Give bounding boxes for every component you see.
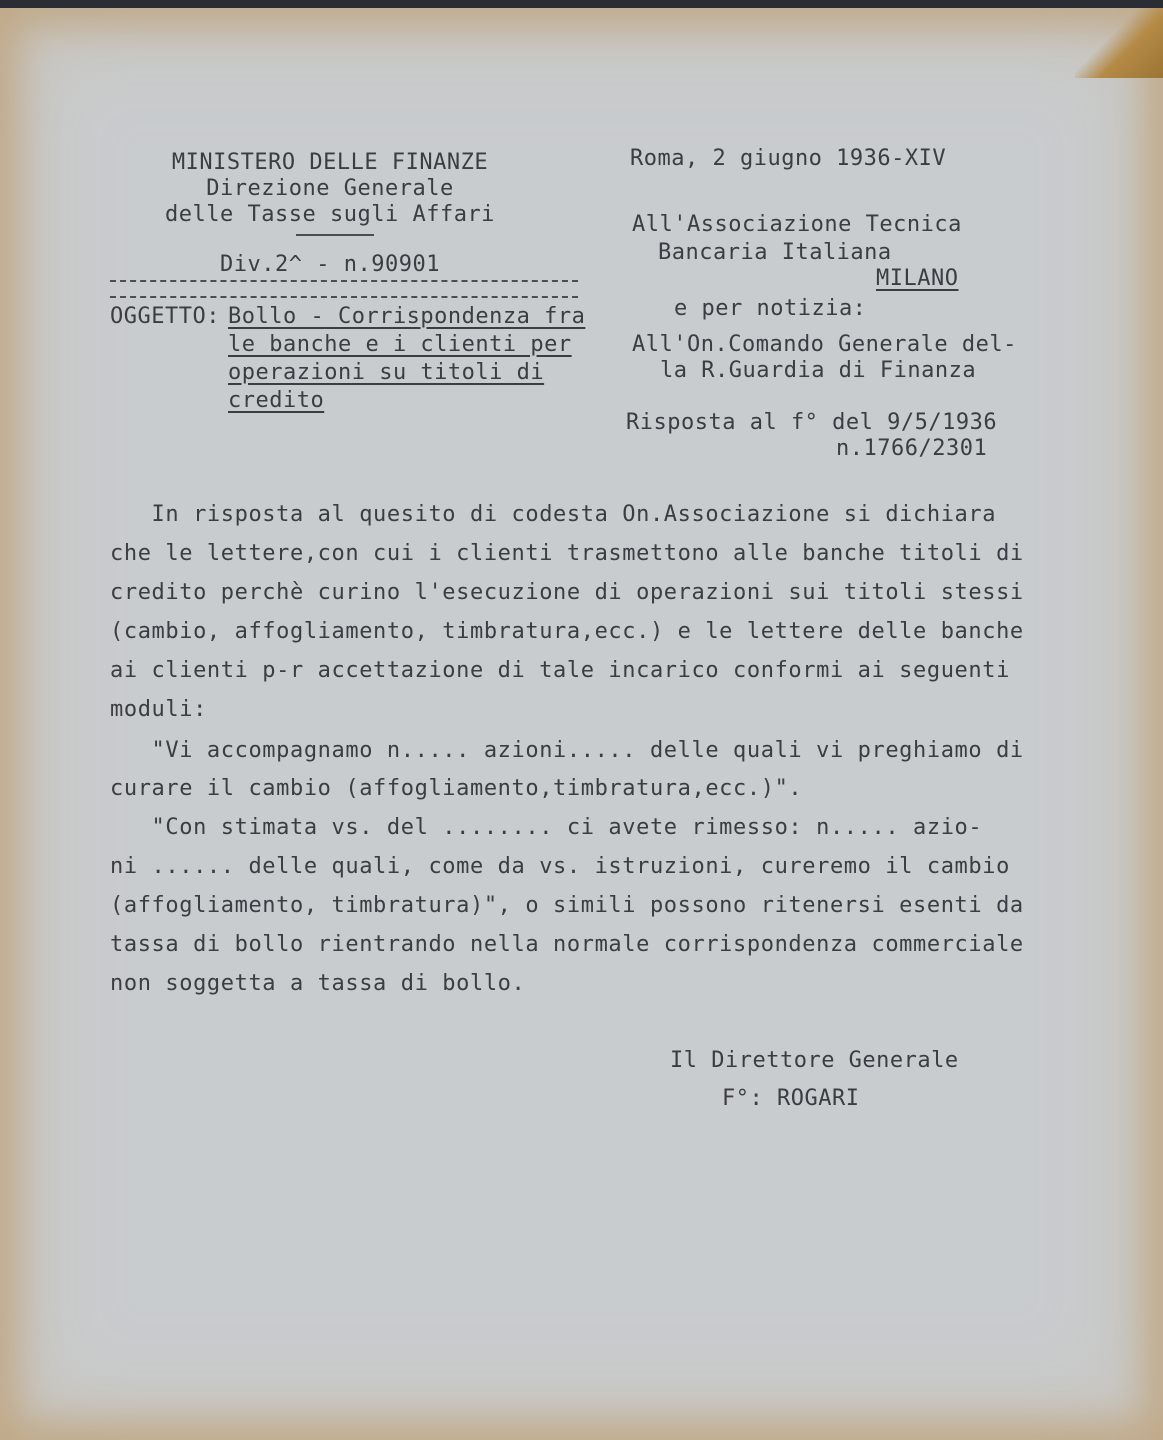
directorate-heading: Direzione Generale <box>206 176 454 201</box>
subject-line-1: Bollo - Corrispondenza fra <box>228 304 586 329</box>
body-line: che le lettere,con cui i clienti trasmettono alle banche titoli di <box>110 541 1024 566</box>
department-heading: delle Tasse sugli Affari <box>165 202 495 227</box>
reply-reference-1: Risposta al f° del 9/5/1936 <box>626 410 998 435</box>
signature-title: Il Direttore Generale <box>670 1048 959 1073</box>
ministry-heading: MINISTERO DELLE FINANZE <box>171 150 489 175</box>
body-line: ni ...... delle quali, come da vs. istruzioni, cureremo il cambio <box>110 854 1010 879</box>
subject-line-2: le banche e i clienti per <box>228 332 572 357</box>
body-line: In risposta al quesito di codesta On.Associazione si dichiara <box>110 502 997 527</box>
place-date: Roma, 2 giugno 1936-XIV <box>630 146 947 171</box>
heading-divider <box>296 234 374 236</box>
recipient-line-1: All'Associazione Tecnica <box>632 212 962 237</box>
subject-label: OGGETTO: <box>110 304 220 329</box>
double-rule-separator <box>110 280 578 298</box>
cc-line-2: la R.Guardia di Finanza <box>660 358 977 383</box>
body-line: (affogliamento, timbratura)", o simili possono ritenersi esenti da <box>110 893 1024 918</box>
division-number: Div.2^ - n.90901 <box>220 252 440 277</box>
body-line: ai clienti p-r accettazione di tale incarico conformi ai seguenti <box>110 658 1010 683</box>
cc-line-1: All'On.Comando Generale del- <box>632 332 1017 357</box>
body-line: tassa di bollo rientrando nella normale corrispondenza commerciale <box>110 932 1024 957</box>
body-line: moduli: <box>110 697 207 722</box>
body-line: "Vi accompagnamo n..... azioni..... delle quali vi preghiamo di <box>110 738 1024 763</box>
body-line: non soggetta a tassa di bollo. <box>110 971 526 996</box>
body-line: curare il cambio (affogliamento,timbratura,ecc.)". <box>110 776 803 801</box>
reply-reference-2: n.1766/2301 <box>836 436 988 461</box>
subject-line-4: credito <box>228 388 325 413</box>
subject-line-3: operazioni su titoli di <box>228 360 545 385</box>
document-page <box>0 8 1163 1440</box>
binding-corner <box>1075 8 1163 78</box>
signature-name: F°: ROGARI <box>722 1086 860 1111</box>
cc-label: e per notizia: <box>674 296 867 321</box>
recipient-city: MILANO <box>876 266 959 291</box>
body-line: (cambio, affogliamento, timbratura,ecc.) e le lettere delle banche <box>110 619 1024 644</box>
body-line: credito perchè curino l'esecuzione di operazioni sui titoli stessi <box>110 580 1024 605</box>
body-line: "Con stimata vs. del ........ ci avete rimesso: n..... azio- <box>110 815 983 840</box>
recipient-line-2: Bancaria Italiana <box>658 240 892 265</box>
